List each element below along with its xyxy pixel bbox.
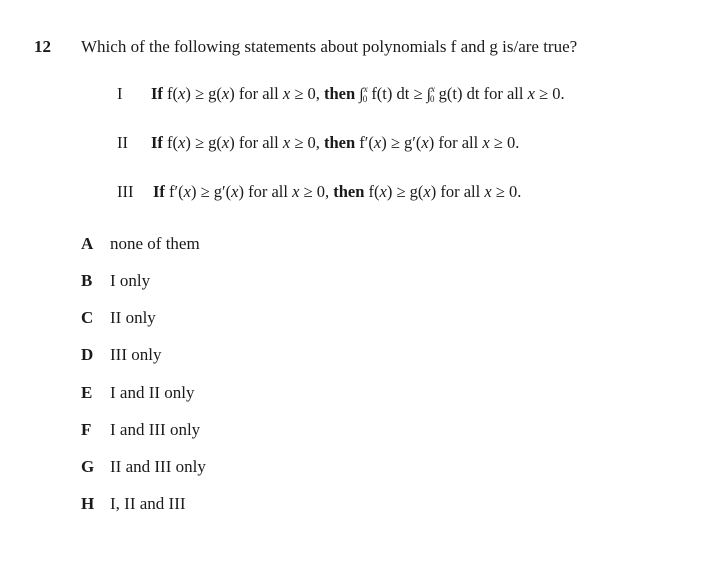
question-number: 12	[34, 37, 51, 56]
statement-if: If	[151, 133, 163, 152]
statement-3: III If f′(x) ≥ g′(x) for all x ≥ 0, then f(x) ≥ g(x) for all x ≥ 0.	[117, 182, 522, 201]
choice-letter: C	[81, 308, 94, 327]
statement-1: I If f(x) ≥ g(x) for all x ≥ 0, then ∫$^x$0 f(t) dt ≥ ∫$^x$0 g(t) dt for all x ≥ 0.	[117, 84, 565, 104]
choice-text: none of them	[110, 234, 200, 253]
integral-upper-limit: x	[431, 84, 436, 94]
statement-numeral: II	[117, 133, 128, 152]
choice-text: III only	[110, 345, 162, 364]
choice-letter: H	[81, 494, 95, 513]
question-prompt: Which of the following statements about polynomials f and g is/are true?	[81, 37, 578, 56]
choice-letter: G	[81, 457, 95, 476]
choice-h[interactable]	[81, 494, 186, 514]
integral-lower-limit: 0	[362, 94, 368, 104]
integral-lower-limit: 0	[430, 94, 435, 104]
integral-upper-limit: x	[363, 84, 368, 94]
statement-numeral: I	[117, 84, 123, 103]
statement-then: then	[333, 182, 365, 201]
choice-text: I only	[110, 271, 151, 290]
statement-2: II If f(x) ≥ g(x) for all x ≥ 0, then f′(x) ≥ g′(x) for all x ≥ 0.	[117, 133, 520, 152]
choice-text: I and II only	[110, 383, 195, 402]
choice-letter: D	[81, 345, 94, 364]
statement-numeral: III	[117, 182, 134, 201]
integral-sign: ∫	[359, 86, 364, 103]
integral-sign: ∫	[426, 86, 432, 103]
choice-b[interactable]	[81, 271, 150, 291]
choice-f[interactable]	[81, 420, 200, 440]
choice-text: I, II and III	[110, 494, 186, 513]
choice-text: II only	[110, 308, 156, 327]
choice-letter: E	[81, 383, 93, 402]
choice-text: II and III only	[110, 457, 206, 476]
choice-e[interactable]	[81, 383, 195, 403]
choice-c[interactable]	[81, 308, 156, 328]
choice-letter: F	[81, 420, 92, 439]
choice-letter: A	[81, 234, 94, 253]
choice-text: I and III only	[110, 420, 201, 439]
choice-letter: B	[81, 271, 93, 290]
statement-if: If	[151, 84, 163, 103]
statement-then: then	[324, 133, 356, 152]
choice-d[interactable]	[81, 345, 161, 365]
statement-then: then	[324, 84, 356, 103]
choice-a[interactable]	[81, 234, 200, 254]
statement-if: If	[153, 182, 165, 201]
choice-g[interactable]	[81, 457, 206, 477]
